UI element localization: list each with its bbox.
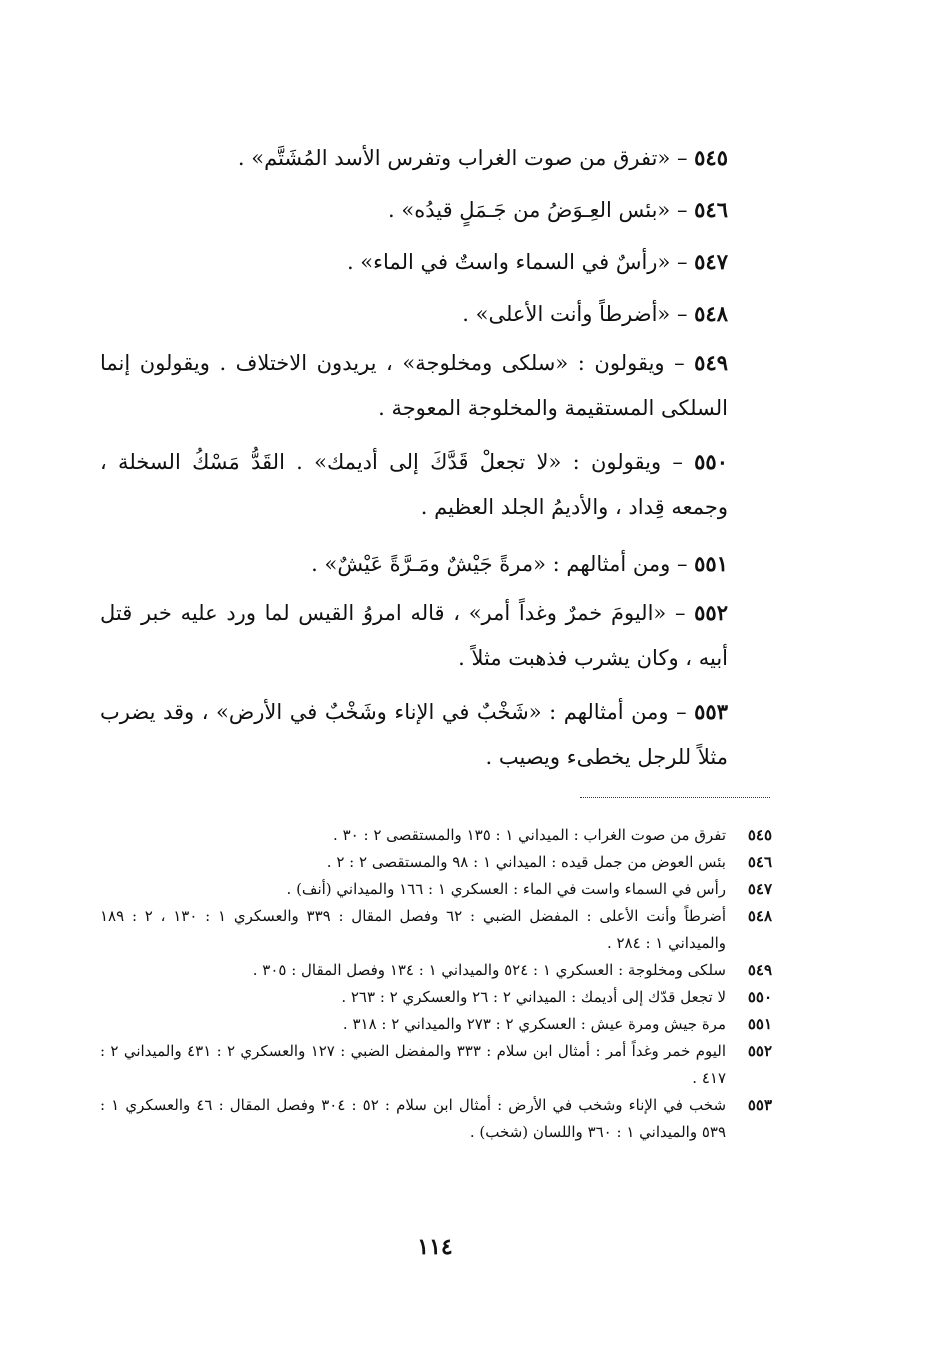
footnote-text: لا تجعل قدّك إلى أديمك : الميداني ٢ : ٢٦ والعسكري ٢ : ٢٦٣ . [341, 988, 726, 1006]
entry-number: ٥٤٦ [694, 197, 728, 222]
footnote-number: ٥٥١ [747, 1015, 772, 1033]
footnote-number: ٥٥٠ [747, 988, 772, 1006]
footnote-separator [580, 797, 770, 798]
entry-text: – «اليومَ خمرٌ وغداً أمر» ، قاله امروُ القيس لما ورد عليه خبر قتل أبيه ، وكان يشرب فذهبت مثلاً . [100, 601, 728, 670]
footnote-text: رأس في السماء واست في الماء : العسكري ١ : ١٦٦ والميداني (أنف) . [286, 880, 726, 898]
proverb-entry [100, 132, 728, 184]
footnote [100, 876, 772, 903]
footnote [100, 1092, 772, 1146]
footnote-text: شخب في الإناء وشخب في الأرض : أمثال ابن سلام : ٥٢ : ٣٠٤ وفصل المقال : ٤٦ والعسكري ١ : ٥٣٩ والميداني ١ : ٣٦٠ واللسان (شخب) . [100, 1096, 727, 1141]
footnote [100, 822, 772, 849]
footnote-number: ٥٤٥ [747, 826, 772, 844]
proverb-entry [100, 439, 728, 530]
entry-number: ٥٤٧ [694, 249, 728, 274]
entry-text: – «رأسٌ في السماء واستٌ في الماء» . [346, 250, 688, 274]
entry-text: – ومن أمثالهم : «شَخْبٌ في الإناء وشَخْبٌ في الأرض» ، وقد يضرب مثلاً للرجل يخطىء ويصيب . [100, 700, 728, 769]
footnote [100, 957, 772, 984]
footnote-number: ٥٤٦ [747, 853, 772, 871]
footnote-number: ٥٤٩ [747, 961, 772, 979]
footnote-text: تفرق من صوت الغراب : الميداني ١ : ١٣٥ والمستقصى ٢ : ٣٠ . [333, 826, 726, 844]
page-number: ١١٤ [417, 1234, 453, 1260]
proverb-entry [100, 236, 728, 288]
entry-text: – ومن أمثالهم : «مرةً جَيْشٌ ومَـرَّةً عَيْشٌ» . [311, 552, 688, 576]
footnote [100, 1011, 772, 1038]
footnote-number: ٥٤٧ [747, 880, 772, 898]
entry-text: – «تفرق من صوت الغراب وتفرس الأسد المُشَتَّم» . [237, 146, 688, 170]
entry-text: – «أضرطاً وأنت الأعلى» . [462, 302, 688, 326]
footnote [100, 984, 772, 1011]
entry-number: ٥٤٩ [694, 350, 729, 375]
footnote-number: ٥٥٣ [747, 1096, 772, 1114]
footnote-number: ٥٥٢ [747, 1042, 772, 1060]
entry-number: ٥٥٣ [694, 699, 728, 724]
footnote-text: مرة جيش ومرة عيش : العسكري ٢ : ٢٧٣ والميداني ٢ : ٣١٨ . [342, 1015, 726, 1033]
footnote [100, 849, 772, 876]
footnote [100, 1038, 772, 1092]
entry-number: ٥٥٢ [694, 600, 728, 625]
proverb-entry [100, 340, 728, 431]
footnote-text: اليوم خمر وغداً أمر : أمثال ابن سلام : ٣٣٣ والمفضل الضبي : ١٢٧ والعسكري ٢ : ٤٣١ والميداني ٢ : ٤١٧ . [100, 1042, 727, 1087]
proverb-entry [100, 288, 728, 340]
main-text [100, 132, 728, 788]
footnote-text: أضرطاً وأنت الأعلى : المفضل الضبي : ٦٢ وفصل المقال : ٣٣٩ والعسكري ١ : ١٣٠ ، ٢ : ١٨٩ والميداني ١ : ٢٨٤ . [100, 907, 727, 952]
entry-text: – ويقولون : «لا تجعلْ قَدَّكَ إلى أديمك» . القَدُّ مَسْكُ السخلة ، وجمعه قِداد ، والأديمُ الجلد العظيم . [100, 450, 728, 519]
entry-text: – ويقولون : «سلكى ومخلوجة» ، يريدون الاختلاف . ويقولون إنما السلكى المستقيمة والمخلوجة المعوجة . [100, 351, 728, 420]
proverb-entry [100, 689, 728, 780]
entry-number: ٥٥٠ [694, 449, 728, 474]
entry-number: ٥٤٥ [694, 145, 728, 170]
entry-number: ٥٤٨ [694, 301, 728, 326]
proverb-entry [100, 590, 728, 681]
footnote [100, 903, 772, 957]
footnote-text: سلكى ومخلوجة : العسكري ١ : ٥٢٤ والميداني ١ : ١٣٤ وفصل المقال : ٣٠٥ . [252, 961, 726, 979]
entry-text: – «بئس العِـوَضُ من جَـمَلٍ قيدُه» . [388, 198, 688, 222]
footnotes [100, 822, 772, 1146]
proverb-entry [100, 538, 728, 590]
footnote-text: بئس العوض من جمل قيده : الميداني ١ : ٩٨ والمستقصى ٢ : ٢ . [326, 853, 726, 871]
footnote-number: ٥٤٨ [747, 907, 772, 925]
entry-number: ٥٥١ [694, 551, 728, 576]
proverb-entry [100, 184, 728, 236]
